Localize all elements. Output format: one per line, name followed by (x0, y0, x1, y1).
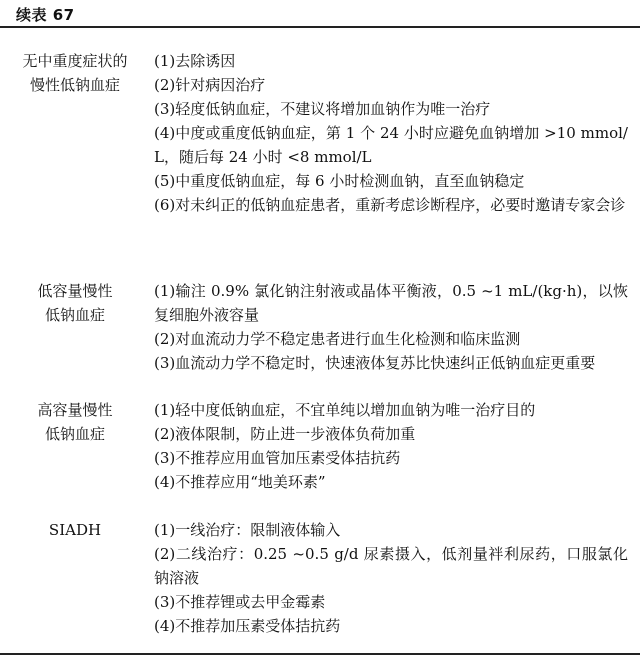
list-item: (3)血流动力学不稳定时，快速液体复苏比快速纠正低钠血症更重要 (154, 354, 596, 372)
list-item: (4)中度或重度低钠血症，第 1 个 24 小时应避免血钠增加 >10 mmol/L，随后每 24 小时 <8 mmol/L (154, 124, 628, 166)
list-item: (1)轻中度低钠血症，不宜单纯以增加血钠为唯一治疗目的 (154, 401, 536, 419)
list-item: (3)不推荐锂或去甲金霉素 (154, 593, 326, 611)
category-line: SIADH (48, 521, 102, 539)
row-items (154, 279, 628, 375)
list-item: (3)轻度低钠血症，不建议将增加血钠作为唯一治疗 (154, 100, 491, 118)
list-item: (4)不推荐加压素受体拮抗药 (154, 617, 341, 635)
category-line: 慢性低钠血症 (29, 76, 120, 94)
row-items (154, 398, 628, 494)
row-category (0, 398, 150, 446)
list-item: (6)对未纠正的低钠血症患者，重新考虑诊断程序，必要时邀请专家会诊 (154, 196, 626, 214)
list-item: (5)中重度低钠血症，每 6 小时检测血钠，直至血钠稳定 (154, 172, 525, 190)
list-item: (1)输注 0.9% 氯化钠注射液或晶体平衡液，0.5 ~1 mL/(kg·h)，以恢复细胞外液容量 (154, 282, 628, 324)
top-rule (0, 26, 640, 28)
bottom-rule (0, 653, 640, 655)
list-item: (2)二线治疗：0.25 ~0.5 g/d 尿素摄入，低剂量袢利尿药，口服氯化钠溶液 (154, 545, 628, 587)
category-line: 高容量慢性 (37, 401, 113, 419)
table-continuation-title: 续表 67 (16, 6, 75, 24)
list-item: (1)一线治疗：限制液体输入 (154, 521, 341, 539)
category-line: 低钠血症 (44, 425, 105, 443)
row-category (0, 518, 150, 542)
row-items (154, 518, 628, 638)
row-items (154, 49, 628, 217)
list-item: (2)对血流动力学不稳定患者进行血生化检测和临床监测 (154, 330, 521, 348)
list-item: (4)不推荐应用“地美环素” (154, 473, 326, 491)
list-item: (1)去除诱因 (154, 52, 236, 70)
category-line: 无中重度症状的 (22, 52, 128, 70)
row-category (0, 49, 150, 97)
list-item: (2)液体限制，防止进一步液体负荷加重 (154, 425, 416, 443)
category-line: 低容量慢性 (37, 282, 113, 300)
list-item: (2)针对病因治疗 (154, 76, 266, 94)
row-category (0, 279, 150, 327)
list-item: (3)不推荐应用血管加压素受体拮抗药 (154, 449, 401, 467)
category-line: 低钠血症 (44, 306, 105, 324)
